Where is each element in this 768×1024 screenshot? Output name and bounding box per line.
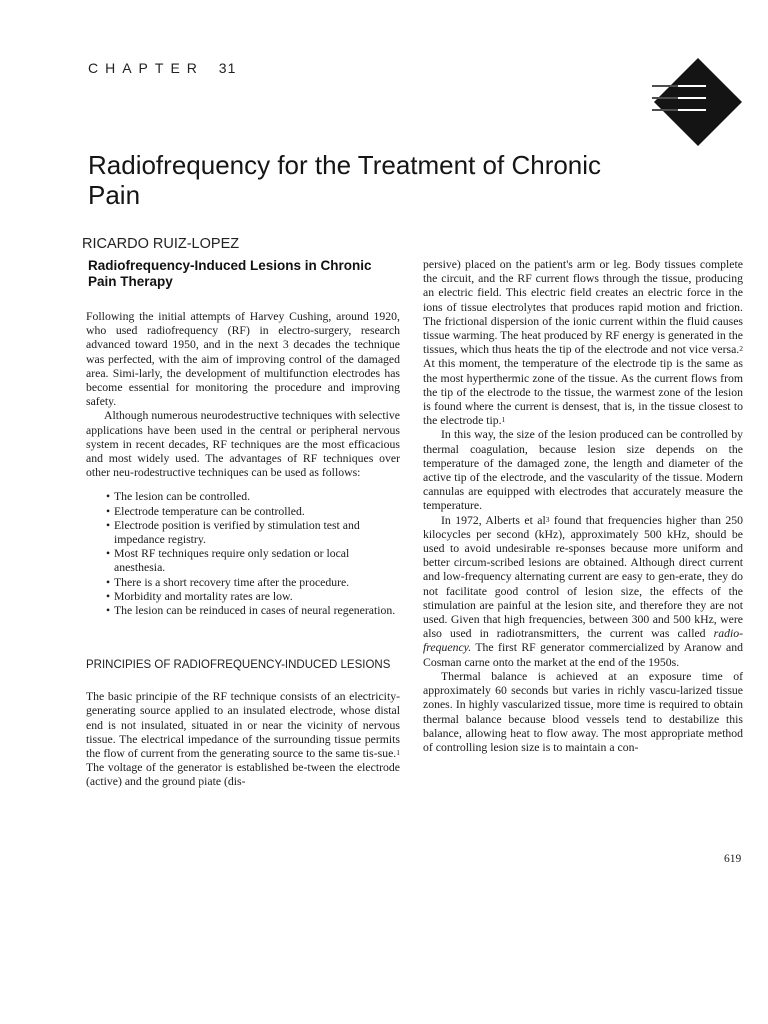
list-item: • Most RF techniques require only sedation or local anesthesia.: [102, 547, 400, 575]
frequencies-text-cont: found that frequencies higher than 250 kilocycles per second (kHz), approximately 500 kHz, should be used to avoid undesirable re-sponses because more uniform and better circum-scribed lesions are obtained. Although direct current and low-frequency alternating current are easy to gen-erate, they do not facilitate good control of lesion size, the effects of the stimulation are painful at the lesion site, and therefore they are not used. Given that high frequencies, between 300 and 500 kHz, were also used in radiotransmitters, the current was called: [423, 513, 743, 641]
current-flow-text: persive) placed on the patient's arm or leg. Body tissues complete the circuit, and the RF current flows through the tissue, producing an electric field. This electric field creates an electric force in the ions of tissue electrolytes that produces rapid motion and friction. The frictional dispersion of the ionic current within the fluid causes tissue warming. The heat produced by RF energy is generated in the tissues, which thus heats the tip of the electrode and not vice versa.: [423, 258, 743, 357]
frequencies-text: In 1972, Alberts et al: [441, 513, 546, 527]
paragraph-lesion-size: In this way, the size of the lesion produced can be controlled by thermal coagulation, because lesion size depends on the temperature of the damaged zone, the length and diameter of the active tip of the electrode, and the vascularity of the tissue. Modern cannulas are equipped with electrodes that accurately measure the temperature.: [423, 428, 743, 513]
paragraph-basic-principle: [86, 690, 400, 789]
radio-frequency-term: radio-frequency.: [423, 627, 743, 655]
list-item: • Electrode position is verified by stimulation test and impedance registry.: [102, 519, 400, 547]
list-item: • Morbidity and mortality rates are low.: [102, 590, 400, 604]
principle-text: The basic principie of the RF technique consists of an electricity-generating source applied to an insulated electrode, whose distal end is not insulated, situated in or near the vicinity of nervous tissue. The electrical impedance of the surrounding tissue permits the flow of current from the generating source to the same tis-sue.: [86, 690, 400, 761]
paragraph-history: Following the initial attempts of Harvey Cushing, around 1920, who used radiofrequency (RF) in electro-surgery, research advanced toward 1950, and in the next 3 decades the technique was perfected, with the aim of improving control of the damaged area. Simi-larly, the development of multifunction electrodes has become essential for monitoring the procedure and improving safety.: [86, 310, 400, 409]
frequencies-text-end: The first RF generator commercialized by Aranow and Cosman carne onto the market at the end of the 1950s.: [423, 641, 743, 669]
paragraph-thermal-balance: Thermal balance is achieved at an exposure time of approximately 60 seconds but varies in richly vascu-larized tissue zones. In highly vascularized tissue, more time is required to obtain thermal balance because blood vessels tend to destabilize this balance, allowing heat to flow away. The most appropriate method of controlling lesion size is to maintain a con-: [423, 669, 743, 754]
left-column: [86, 258, 400, 790]
advantages-list: [102, 490, 400, 618]
list-item: • The lesion can be controlled.: [102, 490, 400, 504]
chapter-number: 31: [218, 60, 237, 76]
reference-marker: 1: [396, 748, 400, 758]
chapter-word: CHAPTER: [88, 60, 204, 76]
author-name: RICARDO RUIZ-LOPEZ: [82, 236, 240, 252]
chapter-diamond-emblem: [648, 56, 752, 148]
paragraph-current-flow: [423, 258, 743, 428]
chapter-label: [88, 60, 236, 76]
reference-marker: 2: [739, 344, 743, 354]
list-item: • Electrode temperature can be controlled.: [102, 505, 400, 519]
current-flow-text-cont: At this moment, the temperature of the electrode tip is the same as the most hyperthermic zone of the tissue. As the current flows from the tip of the electrode to the tissue, the warmest zone of the lesion is found where the current is densest, that is, in the tissue closest to the electrode tip.: [423, 357, 743, 428]
principle-text-tail: The voltage of the generator is established be-tween the electrode (active) and the ground piate (dis-: [86, 761, 400, 789]
reference-marker: 1: [501, 415, 506, 425]
page-number: 619: [724, 853, 742, 865]
section-heading-principles: PRINCIPIES OF RADIOFREQUENCY-INDUCED LESIONS: [86, 659, 391, 672]
list-item: • There is a short recovery time after the procedure.: [102, 576, 400, 590]
right-column: [423, 258, 743, 755]
section-heading-rf-lesions: Radiofrequency-Induced Lesions in Chronic Pain Therapy: [88, 258, 372, 289]
paragraph-advantages: Although numerous neurodestructive techniques with selective applications have been used in the central or peripheral nervous system in recent decades, RF techniques are the most efficacious and most widely used. The advantages of RF techniques over other neu-rodestructive techniques can be used as follows:: [86, 409, 400, 480]
diamond-shape: [654, 58, 742, 146]
paragraph-frequencies: [423, 514, 743, 670]
chapter-title: Radiofrequency for the Treatment of Chronic Pain: [88, 150, 602, 210]
list-item: • The lesion can be reinduced in cases of neural regeneration.: [102, 604, 400, 618]
reference-marker: 3: [545, 514, 550, 524]
